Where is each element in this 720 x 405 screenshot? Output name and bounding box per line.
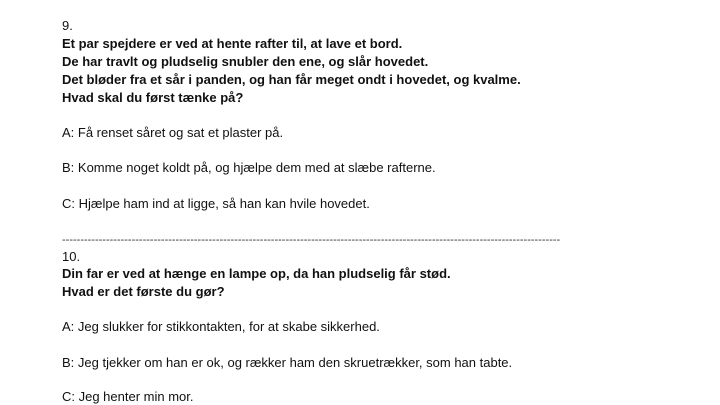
question-10-number: 10. [62, 249, 81, 264]
question-9-option-b: B: Komme noget koldt på, og hjælpe dem med at slæbe rafterne. [62, 160, 436, 175]
question-separator: ---------------------------------------------------------------------------------------------------------------------------------------- [62, 234, 561, 246]
question-10-option-b: B: Jeg tjekker om han er ok, og rækker ham den skruetrækker, som han tabte. [62, 355, 513, 370]
question-9-number: 9. [62, 18, 73, 33]
question-9-option-c: C: Hjælpe ham ind at ligge, så han kan hvile hovedet. [62, 196, 370, 211]
question-9-prompt-line-1: Et par spejdere er ved at hente rafter til, at lave et bord. [62, 36, 403, 51]
question-10-option-c: C: Jeg henter min mor. [62, 389, 194, 404]
question-10-option-a: A: Jeg slukker for stikkontakten, for at skabe sikkerhed. [62, 319, 380, 334]
question-10-prompt-line-2: Hvad er det første du gør? [62, 284, 225, 299]
question-9-option-a: A: Få renset såret og sat et plaster på. [62, 125, 284, 140]
question-10-prompt-line-1: Din far er ved at hænge en lampe op, da han pludselig får stød. [62, 266, 451, 281]
question-9-prompt-line-2: De har travlt og pludselig snubler den ene, og slår hovedet. [62, 54, 429, 69]
question-9-prompt-line-4: Hvad skal du først tænke på? [62, 90, 244, 105]
question-9-prompt-line-3: Det bløder fra et sår i panden, og han får meget ondt i hovedet, og kvalme. [62, 72, 521, 87]
